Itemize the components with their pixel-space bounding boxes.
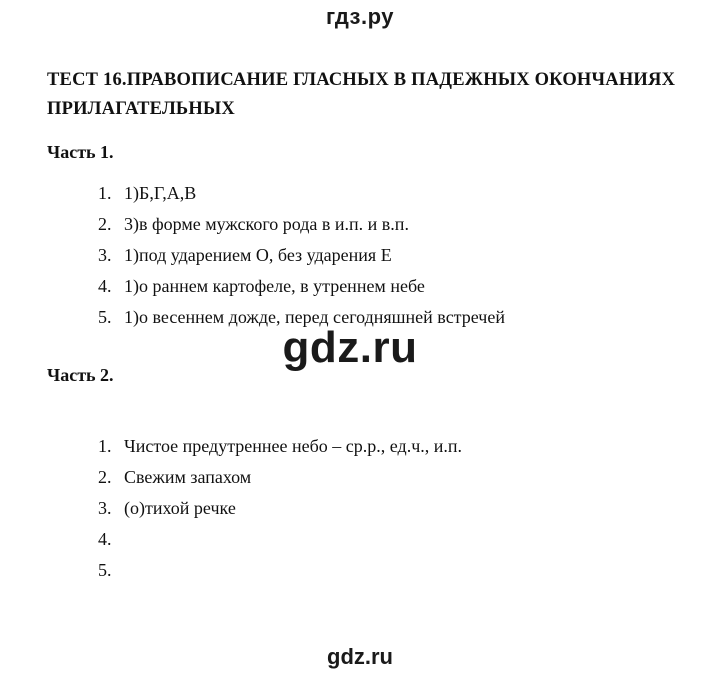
list-item	[98, 274, 505, 305]
watermark-bottom: gdz.ru	[327, 644, 393, 669]
item-number: 4.	[98, 276, 112, 296]
answer-text: Свежим запахом	[124, 467, 252, 487]
part1-heading: Часть 1.	[47, 142, 114, 162]
answer-text: 3)в форме мужского рода в и.п. и в.п.	[124, 214, 409, 234]
answer-text: 1)о раннем картофеле, в утреннем небе	[124, 276, 425, 296]
list-item	[98, 558, 462, 589]
part2-heading: Часть 2.	[47, 365, 114, 385]
list-item	[98, 212, 505, 243]
answer-text: 1)Б,Г,А,В	[124, 183, 197, 203]
list-item	[98, 434, 463, 465]
item-number: 2.	[98, 214, 112, 234]
list-item	[98, 243, 505, 274]
item-number: 4.	[98, 529, 112, 549]
watermark-middle: gdz.ru	[282, 323, 418, 372]
page-title: ТЕСТ 16.ПРАВОПИСАНИЕ ГЛАСНЫХ В ПАДЕЖНЫХ ОКОНЧАНИЯХ ПРИЛАГАТЕЛЬНЫХ	[47, 70, 676, 119]
answer-text: (о)тихой речке	[124, 498, 236, 518]
watermark-top: гдз.ру	[326, 4, 394, 29]
answer-text: 1)под ударением О, без ударения Е	[124, 245, 392, 265]
list-item	[98, 181, 505, 212]
item-number: 3.	[98, 498, 112, 518]
item-number: 5.	[98, 560, 112, 580]
item-number: 5.	[98, 307, 112, 327]
list-item	[98, 496, 462, 527]
answer-text: Чистое предутреннее небо – ср.р., ед.ч., и.п.	[124, 436, 463, 456]
item-number: 1.	[98, 183, 112, 203]
list-item	[98, 527, 462, 558]
item-number: 2.	[98, 467, 112, 487]
part2-answer-list	[98, 434, 463, 589]
list-item	[98, 465, 462, 496]
answer-text: 1)о весеннем дожде, перед сегодняшней встречей	[124, 307, 505, 327]
item-number: 3.	[98, 245, 112, 265]
part1-answer-list	[98, 181, 505, 336]
item-number: 1.	[98, 436, 112, 456]
